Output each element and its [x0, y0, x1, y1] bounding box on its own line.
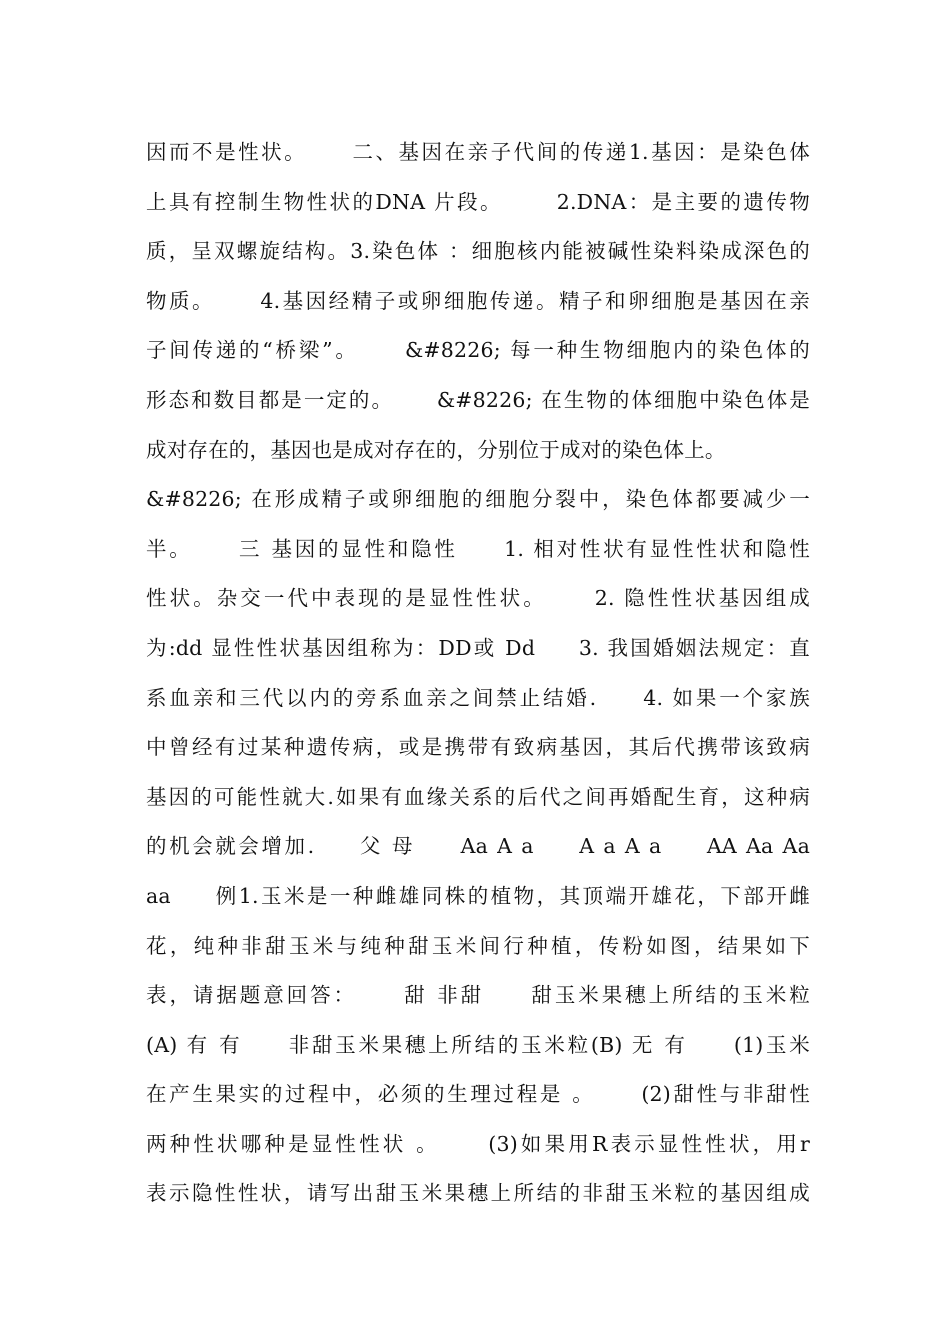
text-line: 的机会就会增加. 父 母 Aa A a A a A a AA Aa Aa: [146, 834, 810, 859]
text-line: 表，请据题意回答： 甜 非甜 甜玉米果穗上所结的玉米粒: [146, 983, 810, 1008]
text-line: 质，呈双螺旋结构。3.染色体 ：细胞核内能被碱性染料染成深色的: [146, 239, 810, 264]
text-line: 表示隐性性状，请写出甜玉米果穗上所结的非甜玉米粒的基因组成: [146, 1181, 810, 1206]
text-line: 两种性状哪种是显性性状 。 (3)如果用R表示显性性状，用r: [146, 1131, 810, 1156]
text-line: 基因的可能性就大.如果有血缘关系的后代之间再婚配生育，这种病: [146, 784, 810, 809]
text-line: 为:dd 显性性状基因组称为：DD或 Dd 3. 我国婚姻法规定：直: [146, 635, 810, 660]
text-line: aa 例1.玉米是一种雌雄同株的植物，其顶端开雄花，下部开雌: [146, 883, 810, 908]
text-line: &#8226; 在形成精子或卵细胞的细胞分裂中，染色体都要减少一: [146, 487, 810, 512]
text-line: 上具有控制生物性状的DNA 片段。 2.DNA：是主要的遗传物: [146, 189, 810, 214]
text-line: 花，纯种非甜玉米与纯种甜玉米间行种植，传粉如图，结果如下: [146, 933, 810, 958]
text-line: 子间传递的“桥梁”。 &#8226; 每一种生物细胞内的染色体的: [146, 338, 810, 363]
text-line: 半。 三 基因的显性和隐性 1. 相对性状有显性性状和隐性: [146, 536, 810, 561]
text-line: 物质。 4.基因经精子或卵细胞传递。精子和卵细胞是基因在亲: [146, 288, 810, 313]
text-line: 性状。杂交一代中表现的是显性性状。 2. 隐性性状基因组成: [146, 586, 810, 611]
text-line: 中曾经有过某种遗传病，或是携带有致病基因，其后代携带该致病: [146, 735, 810, 760]
text-line: (A) 有 有 非甜玉米果穗上所结的玉米粒(B) 无 有 (1)玉米: [146, 1032, 810, 1057]
text-line: 系血亲和三代以内的旁系血亲之间禁止结婚. 4. 如果一个家族: [146, 685, 810, 710]
text-line: 因而不是性状。 二、基因在亲子代间的传递1.基因：是染色体: [146, 140, 810, 164]
text-line: 在产生果实的过程中，必须的生理过程是 。 (2)甜性与非甜性: [146, 1082, 810, 1107]
text-line: 成对存在的，基因也是成对存在的，分别位于成对的染色体上。: [146, 437, 726, 462]
body-text: [146, 132, 810, 1223]
text-line: 形态和数目都是一定的。 &#8226; 在生物的体细胞中染色体是: [146, 387, 810, 412]
